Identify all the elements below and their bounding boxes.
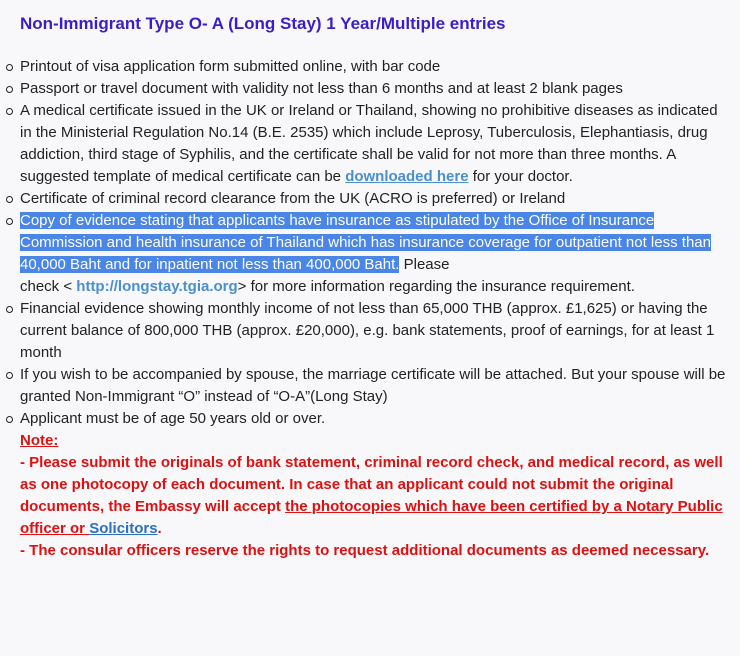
longstay-insurance-link[interactable]: http://longstay.tgia.org (76, 278, 238, 295)
list-item-text: A medical certificate issued in the UK or Ireland or Thailand, showing no prohibitive diseases as indicated in the Ministerial Regulation No.14 (B.E. 2535) which include Leprosy, Tuberculosis, Elephantiasis, drug addiction, third stage of Syphilis, and the certificate shall be valid for not more than three months. A suggested template of medical certificate can be (20, 102, 718, 185)
list-item-age (20, 408, 730, 562)
list-item-spouse (20, 364, 730, 408)
list-item-text: > for more information regarding the insurance requirement. (237, 278, 635, 295)
download-medical-template-link[interactable]: downloaded here (345, 168, 469, 185)
list-item-text: Certificate of criminal record clearance from the UK (ACRO is preferred) or Ireland (20, 190, 566, 207)
solicitors-link[interactable]: Solicitors (89, 520, 158, 537)
list-item-medical (20, 100, 730, 188)
note-line-additional-documents: - The consular officers reserve the rights to request additional documents as deemed necessary. (20, 542, 710, 559)
list-item-text: for your doctor. (468, 168, 573, 185)
note-certified-copies-text: the photocopies which have been certified by a Notary Public officer or (20, 498, 723, 537)
list-item-text: Passport or travel document with validity not less than 6 months and at least 2 blank pages (20, 80, 623, 97)
note-block (20, 430, 730, 562)
note-text: . (157, 520, 162, 537)
list-item-text: Please (399, 256, 450, 273)
list-item-text: check < (20, 278, 77, 295)
list-item-text: If you wish to be accompanied by spouse, the marriage certificate will be attached. But your spouse will be granted Non-Immigrant “O” instead of “O-A”(Long Stay) (20, 366, 726, 405)
selected-insurance-text: Copy of evidence stating that applicants have insurance as stipulated by the Office of Insurance Commission and health insurance of Thailand which has insurance coverage for outpatient not less than 40,000 Baht and for inpatient not less than 400,000 Baht. (20, 212, 711, 273)
list-item-passport (20, 78, 730, 100)
note-text: - Please submit the originals of bank statement, criminal record check, and medical record, as well as one photocopy of each document. In case that an applicant could not submit the original documents, the Embassy will accept (20, 454, 723, 515)
list-item-text: Financial evidence showing monthly income of not less than 65,000 THB (approx. £1,625) or having the current balance of 800,000 THB (approx. £20,000), e.g. bank statements, proof of earnings, for at least 1 month (20, 300, 715, 361)
list-item-financial (20, 298, 730, 364)
list-item-insurance (20, 210, 730, 298)
list-item-printout (20, 56, 730, 78)
note-heading: Note: (20, 432, 59, 449)
note-line-originals (20, 452, 730, 540)
list-item-text: Applicant must be of age 50 years old or over. (20, 410, 326, 427)
page-title: Non-Immigrant Type O- A (Long Stay) 1 Year/Multiple entries (20, 14, 506, 33)
list-item-text: Printout of visa application form submitted online, with bar code (20, 58, 441, 75)
list-item-criminal-record (20, 188, 730, 210)
requirements-list (20, 56, 730, 562)
